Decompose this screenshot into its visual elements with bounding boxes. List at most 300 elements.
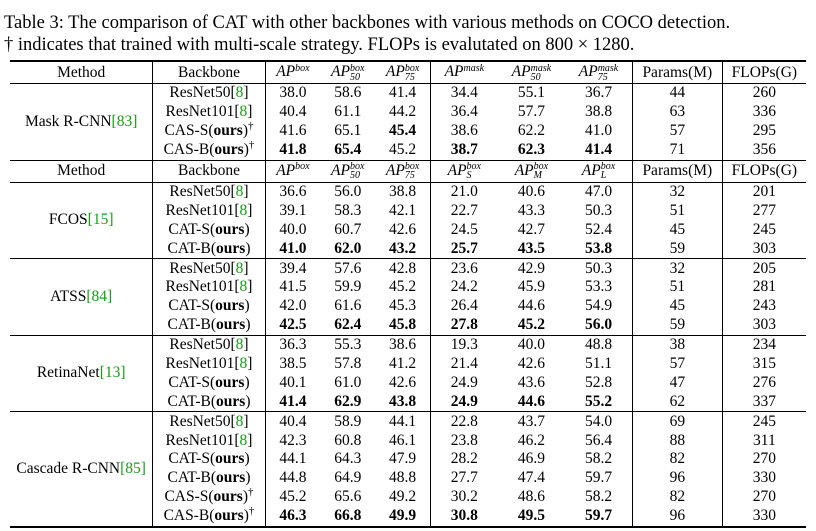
backbone-citation: 8	[239, 201, 248, 219]
backbone-name: ResNet50	[169, 412, 231, 430]
value-cell: 65.4	[334, 141, 362, 159]
value-cell: 24.2	[450, 278, 478, 296]
value-cell: 59.9	[334, 278, 362, 296]
ap-scripts	[295, 64, 309, 82]
value-cell: 38.6	[450, 122, 478, 140]
backbone-citation: 8	[239, 278, 248, 296]
value-cell: 21.4	[450, 355, 478, 373]
ap-scripts	[350, 162, 364, 180]
dagger-mark: †	[248, 138, 255, 151]
value-cell: 32	[632, 259, 722, 278]
ap-scripts	[295, 162, 309, 180]
value-cell: 21.0	[430, 182, 497, 201]
value-cell: 57	[632, 355, 722, 374]
backbone-name: ResNet50	[169, 336, 231, 354]
value-cell: 25.7	[450, 239, 478, 257]
ours-label: ours	[216, 392, 246, 410]
ap-superscript: box	[404, 62, 420, 74]
ours-label: ours	[213, 488, 243, 506]
ours-label: ours	[213, 122, 243, 140]
ap-subscript: 50	[349, 71, 360, 83]
value-cell: 59	[632, 239, 722, 258]
ours-label: ours	[215, 373, 245, 391]
dagger-mark: †	[248, 504, 255, 517]
value-cell: 96	[632, 469, 722, 488]
backbone-citation: 8	[235, 84, 244, 102]
backbone-name: ResNet101	[165, 431, 235, 449]
value-cell: 22.7	[450, 201, 478, 219]
table-row	[10, 259, 806, 278]
value-cell: 60.8	[334, 431, 362, 449]
header-backbone-label: Backbone	[177, 63, 240, 81]
ours-label: ours	[214, 141, 244, 159]
value-cell: 38.5	[279, 355, 307, 373]
method-name: RetinaNet	[36, 364, 100, 382]
backbone-name: CAS-S	[164, 122, 209, 140]
value-cell: 45.2	[279, 488, 307, 506]
header-flops	[722, 160, 806, 182]
value-cell: 59.7	[565, 469, 632, 488]
value-cell: 42.0	[279, 297, 307, 315]
ap-superscript: box	[349, 161, 365, 173]
value-cell: 234	[722, 335, 806, 354]
backbone-name: CAT-S	[168, 297, 210, 315]
value-cell: 27.7	[450, 469, 478, 487]
value-cell: 46.2	[517, 431, 545, 449]
header-flops	[722, 61, 806, 84]
ap-subscript: 75	[404, 170, 415, 182]
value-cell: 281	[752, 278, 776, 296]
ap-scripts	[467, 162, 481, 180]
header-params	[632, 61, 722, 84]
value-cell: 44.2	[375, 103, 430, 122]
value-cell: 46.3	[265, 507, 320, 527]
value-cell: 46.9	[517, 450, 545, 468]
value-cell: 82	[632, 488, 722, 507]
value-cell: 61.0	[334, 373, 362, 391]
value-cell: 55.1	[498, 84, 565, 103]
header-params	[632, 160, 722, 182]
header-flops-label: FLOPs(G)	[731, 63, 798, 81]
value-cell: 40.0	[498, 335, 565, 354]
value-cell: 44	[632, 84, 722, 103]
ap-subscript: L	[600, 170, 607, 182]
value-cell: 22.8	[430, 412, 497, 431]
value-cell: 42.8	[375, 259, 430, 278]
value-cell: 39.1	[279, 201, 307, 219]
header-backbone	[153, 160, 265, 182]
header-method-label: Method	[57, 162, 106, 180]
value-cell: 41.4	[279, 392, 307, 410]
value-cell: 45	[632, 297, 722, 316]
value-cell: 62.2	[517, 122, 545, 140]
value-cell: 45.8	[375, 316, 430, 335]
value-cell: 42.1	[375, 201, 430, 220]
method-name: Mask R-CNN	[24, 112, 112, 130]
value-cell: 43.6	[517, 373, 545, 391]
value-cell: 82	[632, 450, 722, 469]
backbone-cell: CAT-B(ours)	[153, 392, 265, 411]
value-cell: 43.8	[375, 392, 430, 411]
value-cell: 54.0	[565, 412, 632, 431]
value-cell: 38.8	[375, 182, 430, 201]
value-cell: 50.3	[565, 259, 632, 278]
value-cell: 32	[632, 182, 722, 201]
backbone-citation: 8	[239, 431, 248, 449]
header-params-label: Params(M)	[642, 63, 713, 81]
value-cell: 295	[752, 122, 776, 140]
method-citation: [15]	[87, 211, 114, 229]
backbone-cell: CAT-S(ours)	[153, 220, 265, 239]
value-cell: 62.4	[334, 316, 362, 334]
backbone-cell: CAT-S(ours)	[153, 450, 265, 469]
value-cell: 58.2	[565, 450, 632, 469]
ours-label: ours	[214, 507, 244, 525]
ap-scripts	[405, 64, 419, 82]
ap-label: AP	[276, 161, 296, 179]
ap-label: AP	[514, 161, 534, 179]
ap-label: AP	[447, 161, 467, 179]
method-citation: [84]	[86, 287, 113, 305]
value-cell: 205	[722, 259, 806, 278]
value-cell: 54.9	[565, 297, 632, 316]
value-cell: 43.3	[517, 201, 545, 219]
header-backbone	[153, 61, 265, 84]
method-cell	[10, 412, 153, 527]
backbone-citation: 8	[235, 183, 244, 200]
method-cell	[10, 259, 153, 336]
value-cell: 27.8	[450, 316, 478, 334]
ap-label: AP	[578, 63, 598, 81]
ap-scripts	[464, 64, 485, 82]
value-cell: 41.0	[279, 239, 307, 257]
header-ap-2	[375, 160, 430, 182]
value-cell: 24.9	[450, 373, 478, 391]
ap-label: AP	[331, 63, 350, 81]
dagger-mark: †	[248, 486, 254, 499]
backbone-name: CAT-B	[167, 316, 211, 334]
value-cell: 56.4	[565, 431, 632, 450]
header-row	[10, 160, 806, 182]
caption-line-1: Table 3: The comparison of CAT with other backbones with various methods on COCO detection.	[4, 13, 731, 33]
value-cell: 38	[632, 335, 722, 354]
backbone-citation: 8	[239, 355, 248, 373]
value-cell: 23.6	[430, 259, 497, 278]
backbone-cell: ResNet101[8]	[153, 201, 265, 220]
value-cell: 42.3	[279, 431, 307, 449]
backbone-cell: CAS-S(ours)†	[153, 488, 265, 507]
backbone-citation: 8	[235, 259, 244, 277]
value-cell: 44.6	[517, 392, 545, 410]
value-cell: 88	[632, 431, 722, 450]
backbone-cell: CAS-B(ours)†	[153, 141, 265, 160]
results-table	[10, 60, 806, 528]
value-cell: 36.6	[265, 182, 320, 201]
ap-subscript	[464, 73, 485, 82]
value-cell: 303	[752, 239, 776, 257]
ap-scripts	[405, 162, 419, 180]
method-citation: [85]	[120, 459, 146, 477]
value-cell: 42.7	[517, 220, 545, 238]
value-cell: 42.9	[498, 259, 565, 278]
backbone-cell: ResNet101[8]	[153, 103, 265, 122]
value-cell: 243	[752, 297, 776, 315]
ours-label: ours	[216, 316, 246, 334]
table-row	[10, 412, 806, 431]
value-cell: 270	[752, 488, 776, 506]
value-cell: 336	[752, 103, 776, 121]
ours-label: ours	[216, 239, 246, 257]
backbone-cell: ResNet101[8]	[153, 355, 265, 374]
method-cell	[10, 182, 153, 259]
value-cell: 19.3	[430, 335, 497, 354]
value-cell: 36.7	[565, 84, 632, 103]
header-ap-0	[265, 61, 320, 84]
value-cell: 43.5	[517, 239, 545, 257]
value-cell: 52.4	[565, 220, 632, 239]
value-cell: 315	[752, 355, 776, 373]
value-cell: 51	[632, 201, 722, 220]
value-cell: 303	[752, 316, 776, 334]
ap-superscript: box	[466, 161, 481, 173]
backbone-cell: ResNet50[8]	[153, 335, 265, 354]
value-cell: 41.0	[565, 122, 632, 141]
value-cell: 42.6	[375, 220, 430, 239]
value-cell: 51	[632, 278, 722, 297]
backbone-name: ResNet101	[165, 201, 235, 219]
value-cell: 46.1	[375, 431, 430, 450]
table-row	[10, 335, 806, 354]
value-cell: 44.1	[375, 412, 430, 431]
value-cell: 63	[632, 103, 722, 122]
table-row	[10, 84, 806, 103]
value-cell: 28.2	[450, 450, 478, 468]
value-cell: 39.4	[265, 259, 320, 278]
value-cell: 69	[632, 412, 722, 431]
value-cell: 36.3	[265, 335, 320, 354]
backbone-name: ResNet50	[169, 183, 231, 200]
ap-label: AP	[385, 63, 405, 81]
backbone-name: ResNet101	[165, 103, 235, 121]
backbone-cell: CAS-B(ours)†	[153, 507, 265, 527]
value-cell: 45.2	[375, 141, 430, 160]
value-cell: 23.8	[450, 431, 478, 449]
value-cell: 58.2	[565, 488, 632, 507]
value-cell: 49.2	[375, 488, 430, 507]
value-cell: 40.4	[279, 103, 307, 121]
value-cell: 59	[632, 316, 722, 335]
value-cell: 51.1	[565, 355, 632, 374]
value-cell: 40.1	[279, 373, 307, 391]
ours-label: ours	[215, 450, 245, 468]
ap-superscript: box	[295, 62, 310, 74]
ap-subscript	[295, 73, 309, 82]
header-ap-4	[498, 61, 565, 84]
caption-line-2: † indicates that trained with multi-scale strategy. FLOPs is evalutated on 800 × 1280.	[4, 35, 635, 55]
ap-subscript: 75	[404, 71, 415, 83]
ap-label: AP	[276, 63, 296, 81]
ap-subscript: 50	[349, 170, 360, 182]
header-row	[10, 61, 806, 84]
method-name: FCOS	[48, 211, 88, 229]
ap-superscript: box	[295, 161, 310, 173]
value-cell: 58.3	[334, 201, 362, 219]
ap-scripts	[350, 64, 364, 82]
ap-label: AP	[385, 161, 405, 179]
header-ap-1	[320, 61, 375, 84]
value-cell: 44.8	[279, 469, 307, 487]
header-ap-4	[498, 160, 565, 182]
ap-scripts	[601, 162, 615, 180]
method-citation: [83]	[111, 112, 138, 130]
backbone-name: CAT-S	[168, 373, 210, 391]
value-cell: 36.4	[450, 103, 478, 121]
value-cell: 42.5	[279, 316, 307, 334]
ap-superscript: box	[349, 62, 365, 74]
value-cell: 47.4	[517, 469, 545, 487]
value-cell: 53.3	[565, 278, 632, 297]
value-cell: 260	[722, 84, 806, 103]
value-cell: 56.0	[320, 182, 375, 201]
value-cell: 38.0	[265, 84, 320, 103]
value-cell: 330	[752, 469, 776, 487]
value-cell: 47	[632, 373, 722, 392]
ap-superscript: mask	[530, 62, 552, 74]
value-cell: 62.0	[334, 239, 362, 257]
value-cell: 57.8	[334, 355, 362, 373]
value-cell: 41.5	[279, 278, 307, 296]
ap-label: AP	[511, 63, 531, 81]
value-cell: 41.8	[279, 141, 307, 159]
value-cell: 62.3	[517, 141, 545, 159]
backbone-cell: CAT-B(ours)	[153, 239, 265, 258]
backbone-name: CAS-B	[163, 141, 210, 159]
header-method-label: Method	[57, 63, 106, 81]
value-cell: 41.2	[375, 355, 430, 374]
value-cell: 58.6	[320, 84, 375, 103]
method-cell	[10, 335, 153, 412]
backbone-name: CAT-S	[168, 450, 210, 468]
ap-label: AP	[444, 63, 464, 81]
backbone-cell: CAT-B(ours)	[153, 316, 265, 335]
header-flops-label: FLOPs(G)	[731, 162, 798, 180]
ap-label: AP	[581, 161, 601, 179]
ap-scripts	[534, 162, 548, 180]
value-cell: 57.6	[320, 259, 375, 278]
ap-superscript: box	[533, 161, 549, 173]
value-cell: 330	[722, 507, 806, 527]
value-cell: 45.4	[375, 122, 430, 141]
backbone-name: ResNet50	[169, 84, 231, 102]
value-cell: 356	[752, 141, 776, 159]
value-cell: 48.6	[517, 488, 545, 506]
ap-superscript: box	[404, 161, 420, 173]
value-cell: 52.8	[565, 373, 632, 392]
backbone-name: ResNet50	[169, 259, 231, 277]
value-cell: 337	[752, 392, 776, 410]
value-cell: 45	[632, 220, 722, 239]
value-cell: 56.0	[565, 316, 632, 335]
ours-label: ours	[215, 220, 245, 238]
backbone-name: ResNet101	[165, 355, 235, 373]
value-cell: 61.6	[334, 297, 362, 315]
value-cell: 40.4	[265, 412, 320, 431]
value-cell: 277	[752, 201, 776, 219]
value-cell: 276	[752, 373, 776, 391]
ap-subscript	[295, 171, 309, 180]
ap-subscript: S	[466, 170, 472, 182]
backbone-name: CAT-B	[167, 469, 211, 487]
value-cell: 57	[632, 122, 722, 141]
backbone-cell: ResNet50[8]	[153, 259, 265, 278]
backbone-cell: ResNet101[8]	[153, 278, 265, 297]
table-row	[10, 182, 806, 201]
value-cell: 34.4	[430, 84, 497, 103]
header-method	[10, 160, 153, 182]
ours-label: ours	[215, 297, 245, 315]
method-cell	[10, 84, 153, 161]
backbone-name: CAS-B	[163, 507, 210, 525]
ap-label: AP	[331, 161, 350, 179]
ap-subscript: 50	[530, 71, 541, 83]
header-ap-5	[565, 160, 632, 182]
backbone-name: CAT-B	[167, 392, 211, 410]
value-cell: 42.6	[375, 373, 430, 392]
value-cell: 38.8	[565, 103, 632, 122]
dagger-mark: †	[248, 120, 254, 133]
value-cell: 47.0	[565, 182, 632, 201]
value-cell: 45.9	[517, 278, 545, 296]
value-cell: 62.9	[334, 392, 362, 410]
header-ap-1	[320, 160, 375, 182]
value-cell: 66.8	[320, 507, 375, 527]
value-cell: 48.8	[565, 335, 632, 354]
value-cell: 24.9	[450, 392, 478, 410]
value-cell: 44.1	[279, 450, 307, 468]
ap-superscript: mask	[463, 62, 485, 74]
value-cell: 53.8	[565, 239, 632, 258]
ap-superscript: mask	[597, 62, 619, 74]
value-cell: 55.2	[565, 392, 632, 411]
value-cell: 62	[632, 392, 722, 411]
method-citation: [13]	[99, 364, 126, 382]
value-cell: 48.8	[375, 469, 430, 488]
value-cell: 26.4	[450, 297, 478, 315]
backbone-cell: ResNet50[8]	[153, 412, 265, 431]
ap-scripts	[531, 64, 552, 82]
header-method	[10, 61, 153, 84]
value-cell: 311	[753, 431, 776, 449]
value-cell: 30.2	[450, 488, 478, 506]
value-cell: 64.3	[334, 450, 362, 468]
backbone-name: CAS-S	[164, 488, 209, 506]
value-cell: 43.2	[375, 239, 430, 258]
value-cell: 43.7	[498, 412, 565, 431]
value-cell: 201	[722, 182, 806, 201]
backbone-citation: 8	[235, 412, 244, 430]
ap-scripts	[598, 64, 619, 82]
ap-subscript: 75	[597, 71, 608, 83]
value-cell: 65.6	[334, 488, 362, 506]
header-ap-2	[375, 61, 430, 84]
value-cell: 64.9	[334, 469, 362, 487]
value-cell: 45.3	[375, 297, 430, 316]
backbone-cell: CAS-S(ours)†	[153, 122, 265, 141]
value-cell: 57.7	[517, 103, 545, 121]
ours-label: ours	[216, 469, 246, 487]
header-ap-3	[430, 160, 497, 182]
method-name: ATSS	[50, 287, 87, 305]
